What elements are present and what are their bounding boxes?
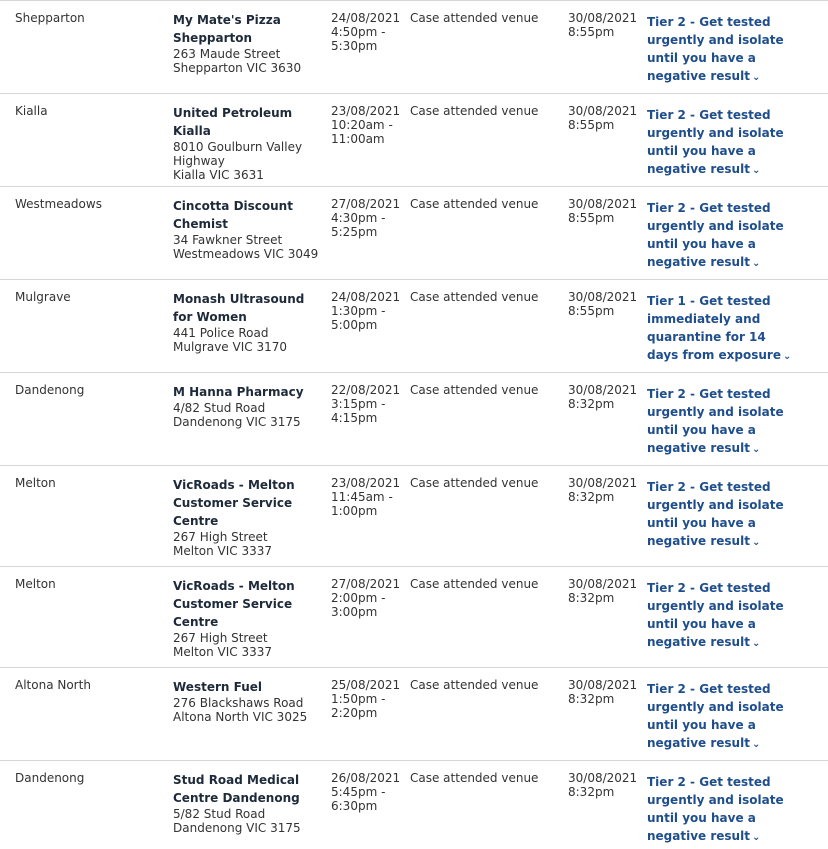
site-name: VicRoads - Melton Customer Service Centre — [173, 579, 295, 629]
exposure-date: 25/08/2021 — [331, 678, 401, 692]
site-cell — [173, 771, 323, 835]
site-address-line1: 34 Fawkner Street — [173, 233, 283, 247]
exposure-time: 11:45am - 1:00pm — [331, 490, 393, 518]
table-row — [0, 94, 828, 187]
site-address-line2: Shepparton VIC 3630 — [173, 61, 302, 75]
exposure-time: 4:50pm - 5:30pm — [331, 25, 386, 53]
exposure-date: 24/08/2021 — [331, 11, 401, 25]
site-cell — [173, 197, 323, 261]
added-date: 30/08/2021 — [568, 771, 638, 785]
added-time-cell — [568, 476, 638, 504]
notes-cell: Case attended venue — [410, 678, 539, 692]
added-date: 30/08/2021 — [568, 104, 638, 118]
exposure-time: 3:15pm - 4:15pm — [331, 397, 386, 425]
added-time: 8:32pm — [568, 591, 615, 605]
table-row — [0, 0, 828, 94]
exposure-date: 26/08/2021 — [331, 771, 401, 785]
health-advice-toggle[interactable] — [647, 579, 797, 653]
notes-cell: Case attended venue — [410, 383, 539, 397]
site-address-line1: 441 Police Road — [173, 326, 269, 340]
notes-cell: Case attended venue — [410, 290, 539, 304]
exposure-time: 1:30pm - 5:00pm — [331, 304, 386, 332]
added-time-cell — [568, 197, 638, 225]
table-row — [0, 280, 828, 373]
table-row — [0, 373, 828, 466]
chevron-down-icon: ⌄ — [751, 832, 761, 843]
exposure-period-cell — [331, 290, 406, 332]
table-row — [0, 567, 828, 668]
exposure-period-cell — [331, 678, 406, 720]
exposure-period-cell — [331, 11, 406, 53]
site-name: VicRoads - Melton Customer Service Centre — [173, 478, 295, 528]
exposure-period-cell — [331, 577, 406, 619]
added-time: 8:55pm — [568, 304, 615, 318]
added-time-cell — [568, 11, 638, 39]
added-date: 30/08/2021 — [568, 476, 638, 490]
site-name: United Petroleum Kialla — [173, 106, 293, 138]
site-address-line2: Dandenong VIC 3175 — [173, 415, 301, 429]
suburb-cell: Shepparton — [15, 11, 85, 25]
added-date: 30/08/2021 — [568, 678, 638, 692]
site-address-line2: Dandenong VIC 3175 — [173, 821, 301, 835]
suburb-cell: Kialla — [15, 104, 48, 118]
site-cell — [173, 577, 323, 659]
exposure-period-cell — [331, 383, 406, 425]
health-advice-text: Tier 2 - Get tested urgently and isolate until you have a negative result — [647, 387, 784, 455]
site-name: Cincotta Discount Chemist — [173, 199, 293, 231]
exposure-period-cell — [331, 476, 406, 518]
site-address-line2: Melton VIC 3337 — [173, 544, 273, 558]
exposure-period-cell — [331, 197, 406, 239]
added-time: 8:32pm — [568, 785, 615, 799]
site-cell — [173, 476, 323, 558]
exposure-period-cell — [331, 104, 406, 146]
chevron-down-icon: ⌄ — [751, 165, 761, 176]
notes-cell: Case attended venue — [410, 197, 539, 211]
added-time: 8:55pm — [568, 211, 615, 225]
exposure-time: 4:30pm - 5:25pm — [331, 211, 386, 239]
site-cell — [173, 104, 323, 182]
health-advice-text: Tier 2 - Get tested urgently and isolate until you have a negative result — [647, 682, 784, 750]
site-address-line2: Altona North VIC 3025 — [173, 710, 308, 724]
added-time: 8:32pm — [568, 397, 615, 411]
added-time: 8:55pm — [568, 118, 615, 132]
notes-cell: Case attended venue — [410, 771, 539, 785]
exposure-time: 1:50pm - 2:20pm — [331, 692, 386, 720]
added-date: 30/08/2021 — [568, 11, 638, 25]
site-address-line2: Westmeadows VIC 3049 — [173, 247, 319, 261]
health-advice-text: Tier 2 - Get tested urgently and isolate until you have a negative result — [647, 581, 784, 649]
exposure-date: 27/08/2021 — [331, 197, 401, 211]
health-advice-text: Tier 2 - Get tested urgently and isolate until you have a negative result — [647, 775, 784, 843]
site-name: Stud Road Medical Centre Dandenong — [173, 773, 300, 805]
chevron-down-icon: ⌄ — [751, 739, 761, 750]
suburb-cell: Dandenong — [15, 383, 85, 397]
suburb-cell: Mulgrave — [15, 290, 71, 304]
health-advice-toggle[interactable] — [647, 385, 797, 459]
added-time: 8:32pm — [568, 490, 615, 504]
suburb-cell: Altona North — [15, 678, 91, 692]
health-advice-toggle[interactable] — [647, 292, 797, 366]
health-advice-toggle[interactable] — [647, 680, 797, 754]
site-name: M Hanna Pharmacy — [173, 385, 304, 399]
added-date: 30/08/2021 — [568, 383, 638, 397]
site-address-line2: Melton VIC 3337 — [173, 645, 273, 659]
exposure-date: 24/08/2021 — [331, 290, 401, 304]
site-cell — [173, 290, 323, 354]
exposure-date: 27/08/2021 — [331, 577, 401, 591]
site-address-line2: Mulgrave VIC 3170 — [173, 340, 287, 354]
site-address-line1: 263 Maude Street — [173, 47, 281, 61]
added-time-cell — [568, 577, 638, 605]
notes-cell: Case attended venue — [410, 476, 539, 490]
added-time: 8:32pm — [568, 692, 615, 706]
site-cell — [173, 678, 323, 724]
site-cell — [173, 383, 323, 429]
added-date: 30/08/2021 — [568, 197, 638, 211]
site-name: Western Fuel — [173, 680, 262, 694]
chevron-down-icon: ⌄ — [751, 72, 761, 83]
added-time-cell — [568, 678, 638, 706]
added-time: 8:55pm — [568, 25, 615, 39]
health-advice-text: Tier 2 - Get tested urgently and isolate until you have a negative result — [647, 480, 784, 548]
health-advice-toggle[interactable] — [647, 199, 797, 273]
site-address-line1: 8010 Goulburn Valley Highway — [173, 140, 303, 168]
health-advice-text: Tier 2 - Get tested urgently and isolate until you have a negative result — [647, 201, 784, 269]
added-date: 30/08/2021 — [568, 577, 638, 591]
table-row — [0, 761, 828, 848]
health-advice-text: Tier 1 - Get tested immediately and quarantine for 14 days from exposure — [647, 294, 781, 362]
exposure-date: 23/08/2021 — [331, 104, 401, 118]
health-advice-text: Tier 2 - Get tested urgently and isolate until you have a negative result — [647, 15, 784, 83]
exposure-time: 2:00pm - 3:00pm — [331, 591, 386, 619]
table-row — [0, 668, 828, 761]
exposure-period-cell — [331, 771, 406, 813]
added-date: 30/08/2021 — [568, 290, 638, 304]
suburb-cell: Westmeadows — [15, 197, 102, 211]
table-row — [0, 466, 828, 567]
suburb-cell: Dandenong — [15, 771, 85, 785]
site-address-line2: Kialla VIC 3631 — [173, 168, 264, 182]
exposure-date: 22/08/2021 — [331, 383, 401, 397]
exposure-time: 5:45pm - 6:30pm — [331, 785, 386, 813]
site-address-line1: 4/82 Stud Road — [173, 401, 266, 415]
chevron-down-icon: ⌄ — [751, 537, 761, 548]
exposure-time: 10:20am - 11:00am — [331, 118, 393, 146]
site-name: Monash Ultrasound for Women — [173, 292, 305, 324]
notes-cell: Case attended venue — [410, 577, 539, 591]
notes-cell: Case attended venue — [410, 104, 539, 118]
chevron-down-icon: ⌄ — [751, 444, 761, 455]
site-address-line1: 276 Blackshaws Road — [173, 696, 304, 710]
suburb-cell: Melton — [15, 577, 56, 591]
site-cell — [173, 11, 323, 75]
health-advice-toggle[interactable] — [647, 478, 797, 552]
exposure-date: 23/08/2021 — [331, 476, 401, 490]
health-advice-toggle[interactable] — [647, 773, 797, 847]
site-name: My Mate's Pizza Shepparton — [173, 13, 281, 45]
added-time-cell — [568, 104, 638, 132]
chevron-down-icon: ⌄ — [751, 638, 761, 649]
added-time-cell — [568, 771, 638, 799]
added-time-cell — [568, 383, 638, 411]
suburb-cell: Melton — [15, 476, 56, 490]
added-time-cell — [568, 290, 638, 318]
table-row — [0, 187, 828, 280]
health-advice-text: Tier 2 - Get tested urgently and isolate until you have a negative result — [647, 108, 784, 176]
notes-cell: Case attended venue — [410, 11, 539, 25]
chevron-down-icon: ⌄ — [751, 258, 761, 269]
site-address-line1: 267 High Street — [173, 631, 268, 645]
chevron-down-icon: ⌄ — [782, 351, 792, 362]
site-address-line1: 267 High Street — [173, 530, 268, 544]
health-advice-toggle[interactable] — [647, 106, 797, 180]
site-address-line1: 5/82 Stud Road — [173, 807, 266, 821]
health-advice-toggle[interactable] — [647, 13, 797, 87]
